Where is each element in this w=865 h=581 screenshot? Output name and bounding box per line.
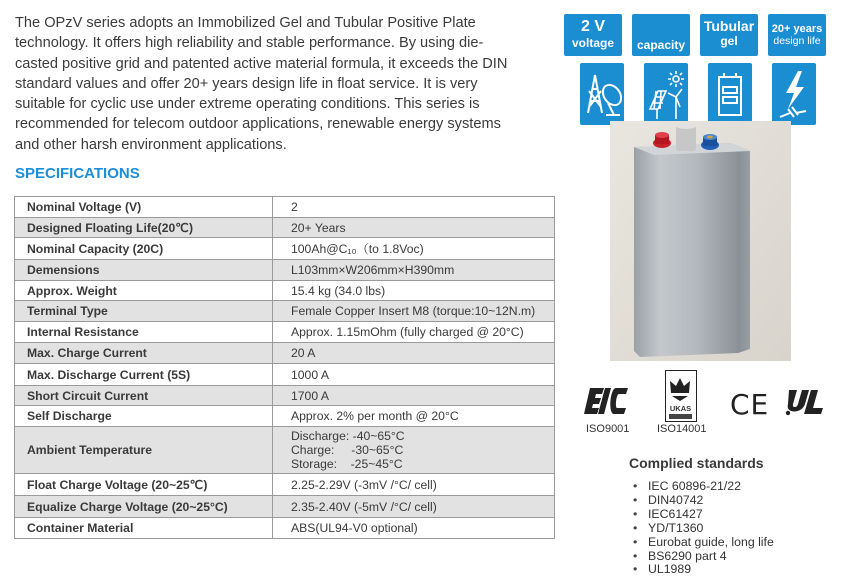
- ukas-text: UKAS: [669, 404, 692, 413]
- iso9001-label: ISO9001: [586, 423, 630, 435]
- standard-item: • UL1989: [633, 563, 774, 577]
- badge-design-life-label: design life: [773, 35, 821, 47]
- spec-value-line: Storage: -25~45°C: [291, 457, 403, 471]
- ukas-logo: [665, 370, 697, 422]
- intro-paragraph: The OPzV series adopts an Immobilized Gel and Tubular Positive Plate technology. It offers high reliability and stable performance. By using die-casted positive grid and patented active material formula, it exceeds the DIN standard values and offer 20+ years design life in float service. It is very suitable for cyclic use under extreme operating conditions. This series is recommended for telecom outdoor applications, renewable energy systems and other harsh environment applications.: [15, 15, 508, 153]
- eic-logo: [584, 384, 632, 418]
- badge-voltage-value: 2 V: [580, 18, 605, 35]
- badge-voltage: [564, 14, 622, 56]
- spec-row: [15, 197, 555, 218]
- spec-value: 2: [273, 197, 555, 218]
- badge-tubular-gel: [700, 14, 758, 56]
- spec-label: Short Circuit Current: [15, 386, 273, 406]
- spec-value: 20+ Years: [273, 218, 555, 238]
- standard-item: • YD/T1360: [633, 522, 774, 536]
- spec-row: [15, 238, 555, 260]
- badge-design-life: [768, 14, 826, 56]
- ce-mark: CE: [730, 388, 770, 421]
- iso14001-label: ISO14001: [657, 423, 707, 435]
- spec-label: Nominal Voltage (V): [15, 197, 273, 218]
- spec-value: 2.35-2.40V (-5mV /°C/ cell): [273, 496, 555, 518]
- telecom-satellite-icon: [580, 63, 624, 125]
- spec-label: Designed Floating Life(20℃): [15, 218, 273, 238]
- spec-value: [273, 427, 555, 474]
- spec-label: Nominal Capacity (20C): [15, 238, 273, 260]
- ukas-subtitle-bar: [669, 414, 692, 419]
- spec-value: 15.4 kg (34.0 lbs): [273, 281, 555, 301]
- spec-row: [15, 496, 555, 518]
- spec-label: Ambient Temperature: [15, 427, 273, 474]
- specifications-table: [14, 196, 555, 539]
- spec-row: [15, 260, 555, 281]
- spec-row: [15, 406, 555, 427]
- spec-row: [15, 322, 555, 343]
- spec-label: Max. Discharge Current (5S): [15, 364, 273, 386]
- spec-row: [15, 343, 555, 364]
- standard-item: • DIN40742: [633, 494, 774, 508]
- spec-row: [15, 281, 555, 301]
- spec-row: [15, 474, 555, 496]
- spec-value: 1000 A: [273, 364, 555, 386]
- battery-product-image: [610, 121, 791, 361]
- crown-icon: [666, 375, 695, 401]
- standard-item: • IEC 60896-21/22: [633, 480, 774, 494]
- badge-tubular-label: Tubular: [703, 18, 755, 34]
- standard-item: • Eurobat guide, long life: [633, 536, 774, 550]
- badge-capacity-label: capacity: [636, 38, 686, 52]
- standard-item: • IEC61427: [633, 508, 774, 522]
- spec-label: Terminal Type: [15, 301, 273, 322]
- spec-label: Float Charge Voltage (20~25℃): [15, 474, 273, 496]
- spec-row: [15, 427, 555, 474]
- spec-row: [15, 218, 555, 238]
- spec-label: Demensions: [15, 260, 273, 281]
- solar-wind-icon: [644, 63, 688, 125]
- spec-label: Internal Resistance: [15, 322, 273, 343]
- complied-standards-list: [633, 480, 774, 577]
- spec-value: ABS(UL94-V0 optional): [273, 518, 555, 539]
- spec-value: 1700 A: [273, 386, 555, 406]
- spec-row: [15, 518, 555, 539]
- spec-value: Approx. 2% per month @ 20°C: [273, 406, 555, 427]
- spec-value: 2.25-2.29V (-3mV /°C/ cell): [273, 474, 555, 496]
- spec-label: Max. Charge Current: [15, 343, 273, 364]
- spec-value: Female Copper Insert M8 (torque:10~12N.m): [273, 301, 555, 322]
- spec-value-line: Discharge: -40~65°C: [291, 429, 405, 443]
- ul-mark: [785, 386, 833, 416]
- spec-value-line: Charge: -30~65°C: [291, 443, 404, 457]
- spec-label: Approx. Weight: [15, 281, 273, 301]
- badge-design-life-value: 20+ years: [771, 23, 823, 35]
- spec-value: 100Ah@C₁₀（to 1.8Voc): [273, 238, 555, 260]
- spec-label: Container Material: [15, 518, 273, 539]
- spec-row: [15, 364, 555, 386]
- specifications-heading: SPECIFICATIONS: [15, 165, 140, 182]
- spec-row: [15, 301, 555, 322]
- badge-capacity: [632, 14, 690, 56]
- standard-item: • BS6290 part 4: [633, 550, 774, 564]
- lightning-plug-icon: [772, 63, 816, 125]
- spec-value: 20 A: [273, 343, 555, 364]
- battery-cell-icon: [708, 63, 752, 125]
- complied-standards-heading: Complied standards: [629, 455, 764, 471]
- spec-value: L103mm×W206mm×H390mm: [273, 260, 555, 281]
- spec-label: Equalize Charge Voltage (20~25°C): [15, 496, 273, 518]
- badge-voltage-label: voltage: [571, 36, 614, 50]
- spec-value: Approx. 1.15mOhm (fully charged @ 20°C): [273, 322, 555, 343]
- spec-label: Self Discharge: [15, 406, 273, 427]
- badge-gel-label: gel: [720, 34, 738, 48]
- spec-row: [15, 386, 555, 406]
